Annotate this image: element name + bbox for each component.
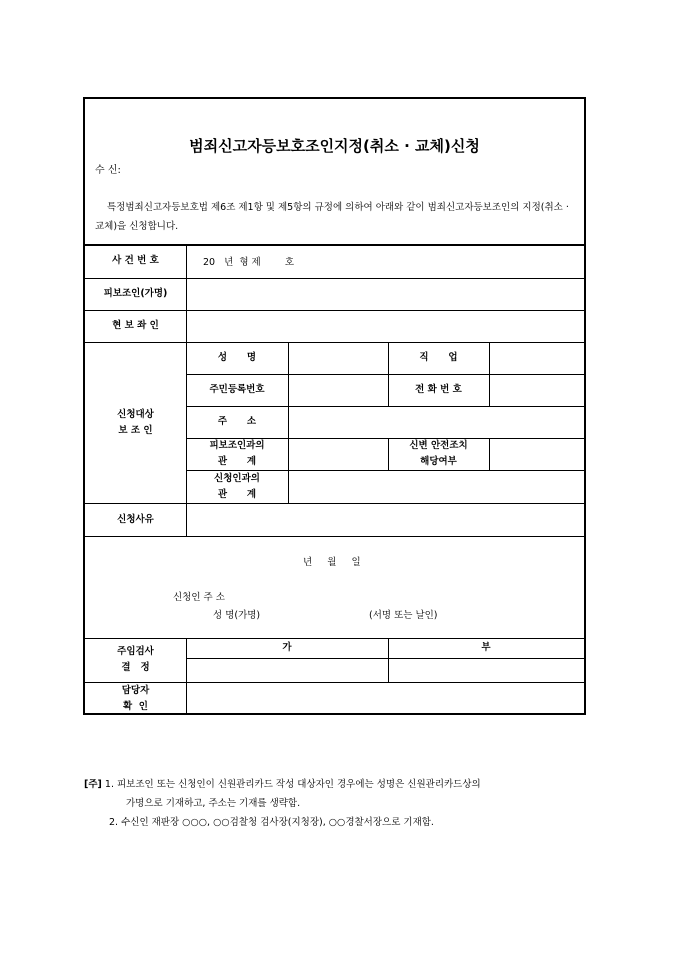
address-field[interactable]	[289, 407, 584, 438]
decision-label-line1: 주임검사	[117, 646, 154, 657]
approve-field[interactable]	[187, 659, 388, 682]
reason-label: 신청사유	[117, 513, 154, 525]
date-line: 년 월 일	[303, 557, 361, 568]
rrn-label: 주민등록번호	[209, 384, 265, 395]
signature-note: (서명 또는 날인)	[369, 610, 438, 621]
reject-header: 부	[481, 642, 491, 653]
relation-applicant-line1: 신청인과의	[214, 472, 260, 484]
note-1-continued: 가명으로 기재하고, 주소는 기재를 생략함.	[126, 798, 301, 809]
target-assistant-label	[85, 342, 186, 503]
relation-applicant-line2: 관 계	[217, 488, 257, 500]
name-field[interactable]	[289, 343, 388, 374]
approve-header: 가	[282, 642, 292, 653]
safety-measure-label	[388, 438, 489, 470]
confirm-label	[85, 682, 186, 715]
confirm-field[interactable]	[187, 683, 584, 715]
relation-protected-line1: 피보조인과의	[209, 440, 265, 451]
reject-field[interactable]	[389, 659, 584, 682]
address-label: 주 소	[217, 416, 257, 427]
confirm-label-line1: 담당자	[121, 684, 150, 696]
rrn-field[interactable]	[289, 375, 388, 406]
safety-measure-line2: 해당여부	[420, 456, 457, 467]
phone-field[interactable]	[490, 375, 584, 406]
safety-measure-line1: 신변 안전조치	[409, 440, 468, 451]
name-label: 성 명	[217, 352, 257, 363]
confirm-label-line2: 확 인	[123, 700, 148, 712]
notes-marker: [주]	[84, 779, 102, 790]
footnotes	[84, 775, 604, 832]
current-assistant-label: 현 보 좌 인	[112, 320, 159, 331]
occupation-label: 직 업	[419, 352, 458, 363]
intro-paragraph: 특정범죄신고자등보호법 제6조 제1항 및 제5항의 규정에 의하여 아래와 같이 범죄신고자등보조인의 지정(취소 · 교체)을 신청합니다.	[95, 202, 569, 232]
relation-applicant-field[interactable]	[289, 471, 584, 503]
note-1-text: 1. 피보조인 또는 신청인이 신원관리카드 작성 대상자인 경우에는 성명은 신원관리카드상의	[104, 779, 481, 790]
occupation-field[interactable]	[490, 343, 584, 374]
application-form	[83, 97, 586, 715]
note-1	[84, 775, 604, 794]
row-divider	[85, 536, 584, 537]
phone-label: 전 화 번 호	[415, 384, 462, 395]
relation-applicant-label	[186, 470, 288, 503]
safety-measure-field[interactable]	[490, 439, 584, 470]
decision-label-line2: 결 정	[121, 662, 150, 673]
note-2: 2. 수신인 재판장 ○○○, ○○검찰청 검사장(지청장), ○○경찰서장으로 기재함.	[109, 817, 434, 828]
relation-protected-field[interactable]	[289, 439, 388, 470]
recipient-label: 수 신:	[95, 165, 121, 176]
applicant-address-label: 신청인 주 소	[173, 592, 225, 603]
current-assistant-field[interactable]	[187, 311, 584, 342]
case-number-label: 사 건 번 호	[112, 255, 159, 266]
protected-person-field[interactable]	[187, 279, 584, 310]
decision-label	[85, 638, 186, 682]
target-label-line2: 보 조 인	[118, 424, 153, 436]
protected-person-label: 피보조인(가명)	[103, 288, 168, 299]
reason-field[interactable]	[187, 504, 584, 536]
relation-protected-label	[186, 438, 288, 470]
relation-protected-line2: 관 계	[217, 456, 257, 467]
applicant-name-label: 성 명(가명)	[213, 610, 261, 621]
case-number-field[interactable]: 20 년 형 제 호	[203, 257, 295, 268]
form-title: 범죄신고자등보호조인지정(취소 · 교체)신청	[189, 137, 480, 155]
target-label-line1: 신청대상	[117, 408, 154, 420]
